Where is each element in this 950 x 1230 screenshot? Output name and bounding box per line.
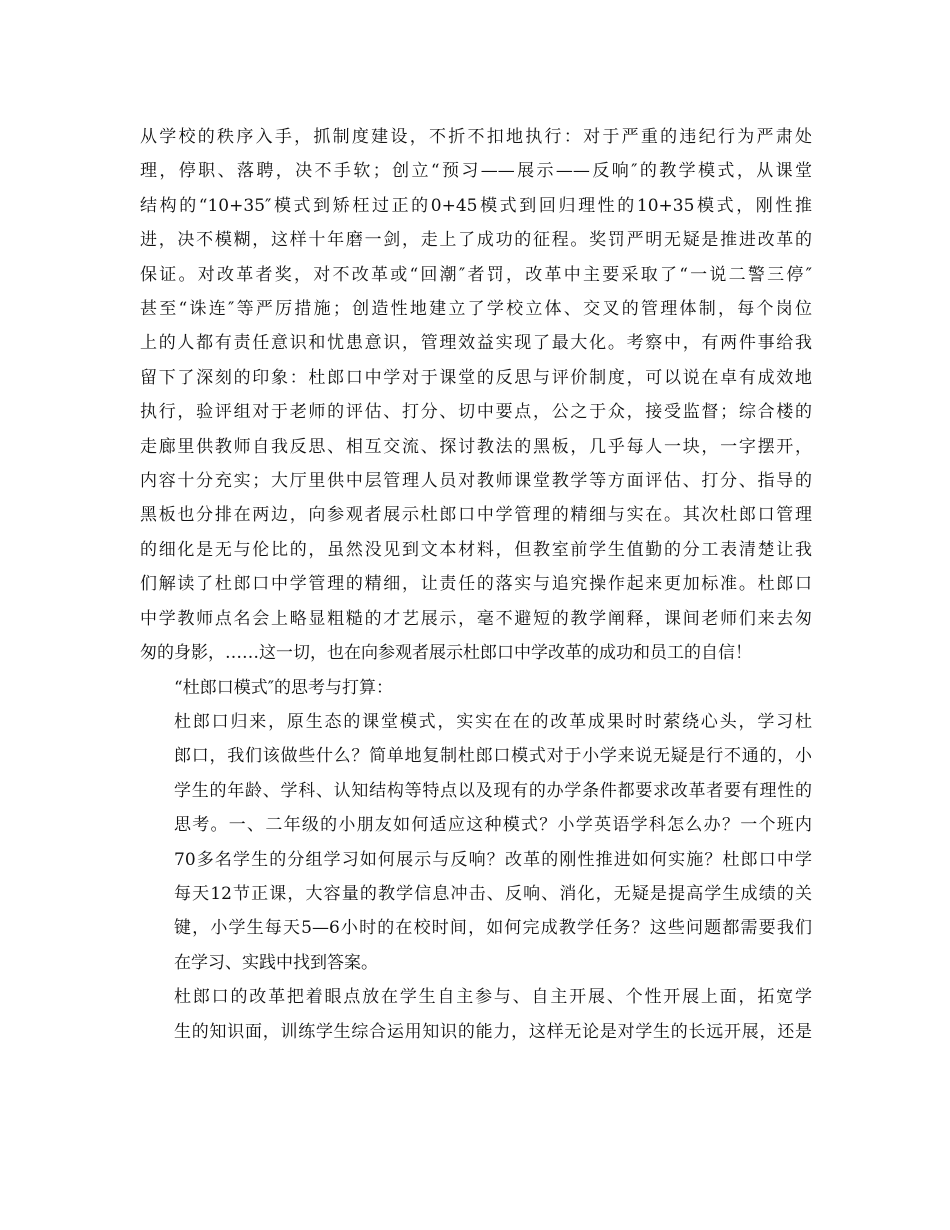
paragraph-reflection-questions: [140, 705, 812, 980]
text-line: 内容十分充实；大厅里供中层管理人员对教师课堂教学等方面评估、打分、指导的: [140, 471, 812, 492]
text-line: 保证。对改革者奖，对不改革或“回潮″者罚，改革中主要采取了“一说二警三停″: [140, 264, 812, 285]
text-line: 留下了深刻的印象：杜郎口中学对于课堂的反思与评价制度，可以说在卓有成效地: [140, 367, 812, 388]
text-line: 生的知识面，训练学生综合运用知识的能力，这样无论是对学生的长远开展，还是: [174, 1021, 812, 1042]
text-line: 杜郎口归来，原生态的课堂模式，实实在在的改革成果时时萦绕心头，学习杜: [174, 711, 812, 732]
text-line: 进，决不模糊，这样十年磨一剑，走上了成功的征程。奖罚严明无疑是推进改革的: [140, 230, 812, 251]
text-line: 甚至“诛连″等严厉措施；创造性地建立了学校立体、交叉的管理体制，每个岗位: [140, 299, 812, 320]
text-line: “杜郎口模式″的思考与打算：: [174, 677, 394, 698]
text-line: 黑板也分排在两边，向参观者展示杜郎口中学管理的精细与实在。其次杜郎口管理: [140, 505, 812, 526]
text-line: 每天12节正课，大容量的教学信息冲击、反响、消化，无疑是提高学生成绩的关: [174, 883, 812, 904]
text-line: 从学校的秩序入手，抓制度建设，不折不扣地执行：对于严重的违纪行为严肃处: [140, 127, 812, 147]
text-line: 走廊里供教师自我反思、相互交流、探讨教法的黑板，几乎每人一块，一字摆开，: [140, 436, 812, 457]
section-heading-reflection: [140, 671, 812, 705]
text-line: 思考。一、二年级的小朋友如何适应这种模式？小学英语学科怎么办？一个班内: [174, 815, 812, 836]
text-line: 杜郎口的改革把着眼点放在学生自主参与、自主开展、个性开展上面，拓宽学: [174, 987, 812, 1008]
paragraph-student-development: [140, 980, 812, 1049]
document-body: [140, 120, 812, 1049]
text-line: 上的人都有责任意识和忧患意识，管理效益实现了最大化。考察中，有两件事给我: [140, 333, 812, 354]
text-line: 在学习、实践中找到答案。: [174, 952, 378, 973]
text-line: 70多名学生的分组学习如何展示与反响？改革的刚性推进如何实施？杜郎口中学: [174, 849, 812, 870]
text-line: 理，停职、落聘，决不手软；创立“预习——展示——反响″的教学模式，从课堂: [140, 161, 812, 182]
text-line: 的细化是无与伦比的，虽然没见到文本材料，但教室前学生值勤的分工表清楚让我: [140, 539, 812, 560]
text-line: 们解读了杜郎口中学管理的精细，让责任的落实与追究操作起来更加标准。杜郎口: [140, 574, 812, 595]
text-line: 执行，验评组对于老师的评估、打分、切中要点，公之于众，接受监督；综合楼的: [140, 402, 812, 423]
text-line: 结构的“10+35″模式到矫枉过正的0+45模式到回归理性的10+35模式，刚性推: [140, 195, 812, 216]
text-line: 键，小学生每天5—6小时的在校时间，如何完成教学任务？这些问题都需要我们: [174, 918, 812, 939]
text-line: 学生的年龄、学科、认知结构等特点以及现有的办学条件都要求改革者要有理性的: [174, 780, 812, 801]
paragraph-reform-management: [140, 120, 812, 671]
text-line: 匆的身影，……这一切，也在向参观者展示杜郎口中学改革的成功和员工的自信！: [140, 643, 752, 664]
text-line: 中学教师点名会上略显粗糙的才艺展示，毫不避短的教学阐释，课间老师们来去匆: [140, 608, 812, 629]
text-line: 郎口，我们该做些什么？简单地复制杜郎口模式对于小学来说无疑是行不通的，小: [174, 746, 812, 767]
